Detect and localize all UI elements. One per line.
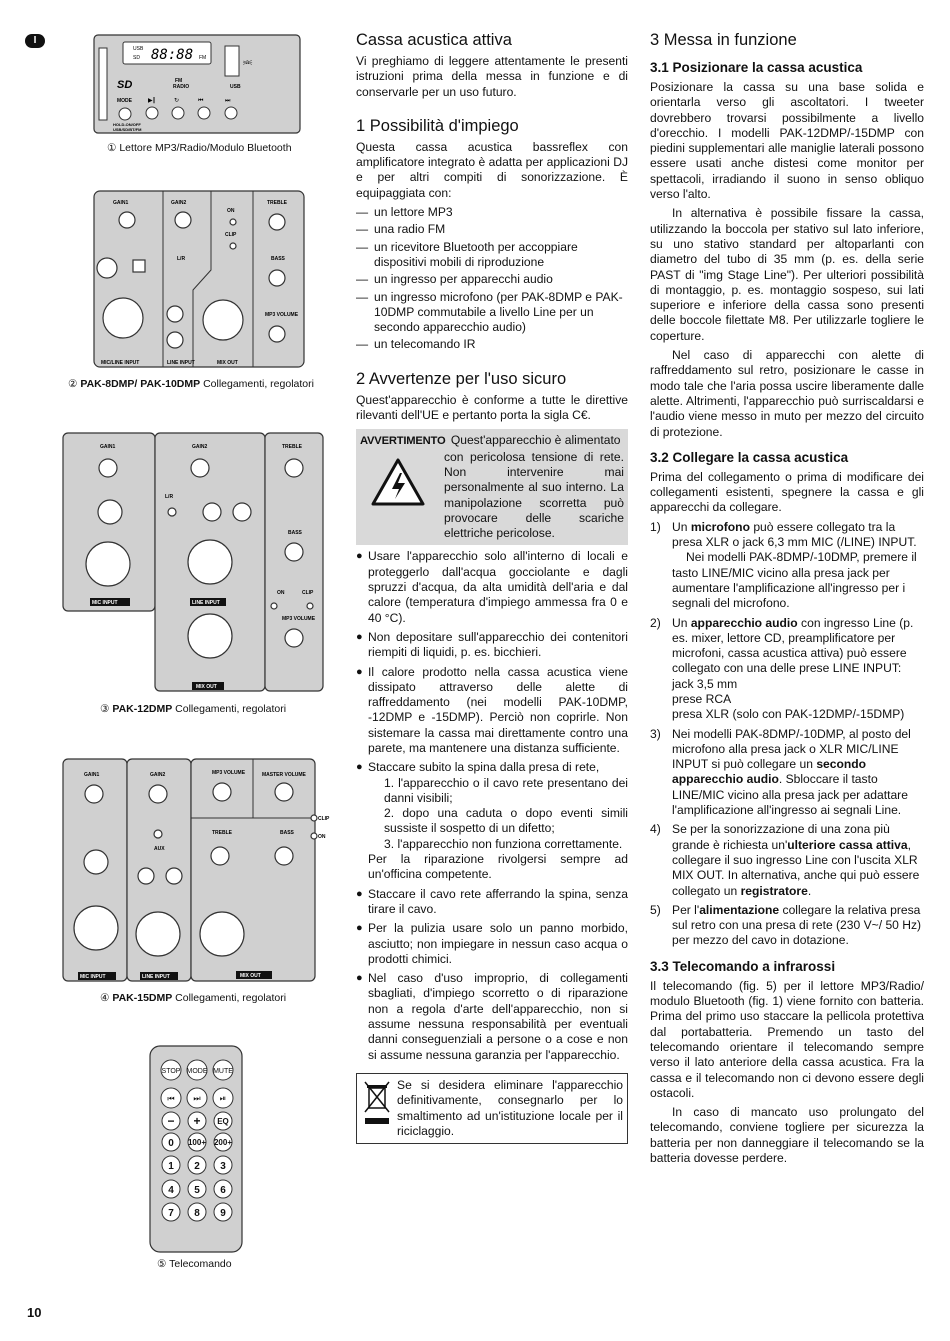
recycling-box <box>356 1073 628 1144</box>
list-item: — un lettore MP3 <box>356 205 628 220</box>
svg-text:0: 0 <box>168 1138 174 1149</box>
svg-text:GAIN2: GAIN2 <box>192 444 208 450</box>
section-3-2-title: 3.2 Collegare la cassa acustica <box>650 449 849 465</box>
svg-text:200+: 200+ <box>213 1138 233 1147</box>
figure-1-caption: ① Lettore MP3/Radio/Modulo Bluetooth <box>107 142 292 154</box>
svg-text:9: 9 <box>220 1208 226 1219</box>
list-item: — un ingresso microfono (per PAK-8DMP e PAK-10DMP commutabile a livello Line per un secondo apparecchio audio) <box>356 290 628 336</box>
svg-text:AUX: AUX <box>154 846 165 852</box>
paragraph: Posizionare la cassa su una base solida e orientarla verso gli ascoltatori. I tweeter dovrebbero trovarsi possibilmente a livello d'orecchio. I modelli PAK-12DMP/-15DMP con piedini supplementari alle maniglie laterali possono essere usati anche distesi come monitor per spettacoli, irradiando il suono in senso obliquo verso l'alto. <box>650 80 924 202</box>
fm-indicator: FM <box>199 55 207 61</box>
safety-list <box>356 549 628 1063</box>
doc-title: Cassa acustica attiva <box>356 31 512 49</box>
svg-text:+: + <box>193 1114 201 1128</box>
svg-text:ON: ON <box>277 590 285 596</box>
svg-text:L/R: L/R <box>177 256 186 262</box>
right-column <box>650 30 924 1170</box>
svg-text:MP3 VOLUME: MP3 VOLUME <box>212 770 246 776</box>
svg-text:⏭: ⏭ <box>225 97 231 104</box>
svg-text:CLIP: CLIP <box>302 590 314 596</box>
svg-text:5: 5 <box>194 1185 200 1196</box>
svg-text:3: 3 <box>220 1161 226 1172</box>
section-3-1-title: 3.1 Posizionare la cassa acustica <box>650 60 863 75</box>
display-digits: 88:88 <box>151 47 194 63</box>
connection-steps <box>650 520 924 949</box>
usb-indicator: USB <box>133 46 144 52</box>
svg-text:MUTE: MUTE <box>213 1068 233 1075</box>
svg-text:GAIN2: GAIN2 <box>171 200 187 206</box>
figure-2-caption: ② PAK-8DMP/ PAK-10DMP Collegamenti, regolatori <box>68 378 314 390</box>
svg-text:ON: ON <box>227 208 235 214</box>
list-item: ● Non depositare sull'apparecchio dei contenitori riempiti di liquidi, p. es. bicchieri. <box>356 630 628 661</box>
svg-text:MP3 VOLUME: MP3 VOLUME <box>282 616 316 622</box>
svg-text:CLIP: CLIP <box>225 232 237 238</box>
svg-text:MIC INPUT: MIC INPUT <box>80 974 106 980</box>
paragraph: Prima del collegamento o prima di modificare dei collegamenti esistenti, spegnere la cassa e gli apparecchi da collegare. <box>650 469 924 515</box>
high-voltage-icon <box>370 457 426 507</box>
figures-column <box>0 0 345 1341</box>
svg-text:BASS: BASS <box>288 530 302 536</box>
svg-text:2: 2 <box>194 1161 200 1172</box>
svg-text:7: 7 <box>168 1208 174 1219</box>
paragraph: In caso di mancato uso prolungato del telecomando, conviene togliere per sicurezza la batteria per non danneggiare il telecomando se la batteria dovesse perdere. <box>650 1105 924 1165</box>
list-item: — un ricevitore Bluetooth per accoppiare dispositivi mobili di riproduzione <box>356 240 628 271</box>
svg-text:⏮: ⏮ <box>167 1094 175 1103</box>
list-item: 1. l'apparecchio o il cavo rete presentano dei danni visibili; <box>384 775 628 805</box>
list-item: ● Nel caso d'uso improprio, di collegamenti sbagliati, d'impiego scorretto o di riparazione non a regola d'arte dell'apparecchio, non si assume nessuna responsabilità per eventuali danni conseguenziali a persone o a cose e non si assume nessuna garanzia per l'apparecchio. <box>356 971 628 1063</box>
svg-text:EQ: EQ <box>217 1117 229 1126</box>
language-badge: I <box>25 34 45 48</box>
fm-label: FM <box>175 78 183 84</box>
figure-remote-control <box>148 1044 244 1254</box>
middle-column <box>356 30 628 1144</box>
svg-text:MP3 VOLUME: MP3 VOLUME <box>265 312 299 318</box>
svg-text:4: 4 <box>168 1185 174 1196</box>
svg-text:LINE INPUT: LINE INPUT <box>142 974 170 980</box>
mode-label: MODE <box>117 98 132 104</box>
list-item: — un ingresso per apparecchi audio <box>356 272 628 287</box>
list-item: — una radio FM <box>356 222 628 237</box>
section-3-3-title: 3.3 Telecomando a infrarossi <box>650 958 836 974</box>
list-item: 2) Un apparecchio audio con ingresso Line (p. es. mixer, lettore CD, preamplificatore per microfoni, cassa acustica attiva) può essere collegato con una delle prese LINE INPUT: jack 3,5 mm prese RCA presa XLR (solo con PAK-12DMP/-15DMP) <box>650 615 914 722</box>
list-item: 3) Nei modelli PAK-8DMP/-10DMP, al posto del microfono alla presa jack o XLR MIC/LINE INPUT si può collegare un secondo apparecchio audio. Sbloccare il tasto LINE/MIC vicino alla presa jack per adattare l'amplificazione all'ingresso ai segnali Line. <box>650 726 911 818</box>
list-item: ● Usare l'apparecchio solo all'interno di locali e proteggerlo dall'acqua gocciolante e dagli spruzzi d'acqua, da alta umidità dell'aria e dal calore (temperatura d'impiego ammessa fra 0 e 40 °C). <box>356 549 628 625</box>
svg-text:GAIN1: GAIN1 <box>113 200 129 206</box>
svg-text:⏭: ⏭ <box>193 1094 201 1103</box>
svg-text:TREBLE: TREBLE <box>267 200 287 206</box>
list-item: 4) Se per la sonorizzazione di una zona più grande è richiesta un'ulteriore cassa attiva, collegare il suo ingresso Line con l'uscita XLR MIX OUT. In alternativa, anche qui può essere collegato un registratore. <box>650 822 920 898</box>
svg-text:⏮: ⏮ <box>198 97 204 104</box>
svg-text:MIX OUT: MIX OUT <box>217 360 238 366</box>
svg-text:STOP: STOP <box>161 1068 181 1075</box>
svg-text:MIC INPUT: MIC INPUT <box>92 600 118 606</box>
svg-text:RADIO: RADIO <box>173 84 190 90</box>
page-number: 10 <box>27 1305 42 1320</box>
svg-text:L/R: L/R <box>165 494 174 500</box>
list-item: — un telecomando IR <box>356 337 628 352</box>
figure-4-caption: ④ PAK-15DMP Collegamenti, regolatori <box>100 992 287 1004</box>
svg-text:⏯: ⏯ <box>219 1094 227 1103</box>
wheelie-bin-icon <box>363 1080 391 1130</box>
svg-text:↻: ↻ <box>174 97 180 104</box>
svg-text:BASS: BASS <box>271 256 285 262</box>
svg-text:CLIP: CLIP <box>318 816 330 822</box>
list-item: ● Staccare il cavo rete afferrando la spina, senza tirare il cavo. <box>356 887 628 918</box>
list-item: 2. dopo una caduta o dopo eventi simili sussiste il sospetto di un difetto; <box>384 806 628 836</box>
svg-text:MIX OUT: MIX OUT <box>196 684 217 690</box>
svg-text:1: 1 <box>168 1161 174 1172</box>
usb-port-label: USB <box>230 84 241 90</box>
warning-first-line: Quest'apparecchio è alimentato <box>450 433 621 448</box>
list-item: 5) Per l'alimentazione collegare la relativa presa sul retro con una presa di rete (230 V~/ 50 Hz) per mezzo del cavo in dotazione. <box>650 902 922 948</box>
svg-text:TREBLE: TREBLE <box>282 444 302 450</box>
list-item: ● Staccare subito la spina dalla presa di rete, 1. l'apparecchio o il cavo rete presentano dei danni visibili; 2. dopo una caduta o dopo eventi simili sussiste il sospetto di un difetto; 3. l'apparecchio non funziona correttamente. Per la riparazione rivolgersi sempre ad un'officina competente. <box>356 760 628 882</box>
paragraph: Nel caso di apparecchi con alette di raffreddamento sul retro, posizionare le casse in modo tale che l'aria possa uscire liberamente dalle alette. Altrimenti, l'apparecchio può surriscaldarsi e l'audio viene messo in muto per mezzo del circuito di protezione. <box>650 348 924 439</box>
list-item: 1) Un microfono può essere collegato tra la presa XLR o jack 6,3 mm MIC (/LINE) INPUT. Nei modelli PAK-8DMP/-10DMP, premere il tasto LINE/MIC vicino alla presa jack per aumentare l'amplificazione all'ingresso per i segnali del microfono. <box>650 519 917 611</box>
svg-text:TREBLE: TREBLE <box>212 830 232 836</box>
svg-text:MODE: MODE <box>186 1068 208 1075</box>
svg-text:100+: 100+ <box>187 1138 207 1147</box>
section-2-title: 2 Avvertenze per l'uso sicuro <box>356 369 567 388</box>
intro-text: Vi preghiamo di leggere attentamente le presenti istruzioni prima della messa in funzione e di conservarle per un uso futuro. <box>356 54 628 99</box>
sd-indicator: SD <box>133 55 140 61</box>
svg-text:BASS: BASS <box>280 830 294 836</box>
list-item: ● Il calore prodotto nella cassa acustica viene dissipato attraverso delle alette di raffreddamento (nei modelli PAK-10DMP, -12DMP e -15DMP). Perciò non coprirle. Non sistemare la cassa mai direttamente contro una parete, ma mantenere una distanza sufficiente. <box>356 665 628 757</box>
figure-mp3-module <box>93 34 301 134</box>
svg-text:USB/SD/BT/FM: USB/SD/BT/FM <box>113 127 142 132</box>
figure-3-caption: ③ PAK-12DMP Collegamenti, regolatori <box>100 703 287 715</box>
paragraph: In alternativa è possibile fissare la cassa, utilizzando la boccola per stativo sul lato inferiore, su uno stativo standard per altoparlanti con diametro del tubo di 35 mm (p. es. della serie PAST di "img Stage Line"). Per ulteriori possibilità di montaggio, p. es. montaggio sospeso, sui lati superiore e inferiore della cassa sono presenti delle boccole filettate M8. Per utilizzarle togliere le coperture. <box>650 206 924 343</box>
warning-box <box>356 429 628 545</box>
svg-text:6: 6 <box>220 1185 226 1196</box>
usb-icon: ⎃ <box>243 58 253 71</box>
svg-text:▶‖: ▶‖ <box>148 97 156 104</box>
svg-text:8: 8 <box>194 1208 200 1219</box>
svg-text:LINE INPUT: LINE INPUT <box>192 600 220 606</box>
svg-text:GAIN2: GAIN2 <box>150 772 166 778</box>
section-1-text: Questa cassa acustica bassreflex con amplificatore integrato è adatta per applicazioni DJ e per altri compiti di sonorizzazione. È equipaggiata con: <box>356 139 628 200</box>
figure-pak-8-10-panel <box>93 190 305 368</box>
list-item: ● Per la pulizia usare solo un panno morbido, asciutto; non impiegare in nessun caso acqua o prodotti chimici. <box>356 921 628 967</box>
svg-text:ON: ON <box>318 834 326 840</box>
features-list <box>356 205 628 353</box>
section-3-title: 3 Messa in funzione <box>650 31 797 49</box>
svg-text:LINE INPUT: LINE INPUT <box>167 360 195 366</box>
figure-5-caption: ⑤ Telecomando <box>157 1258 232 1270</box>
sd-logo-icon: SD <box>117 79 133 91</box>
figure-pak-15-panel <box>62 758 338 984</box>
svg-text:MIC/LINE INPUT: MIC/LINE INPUT <box>101 360 140 366</box>
warning-text: con pericolosa tensione di rete. Non intervenire mai personalmente al suo interno. La manipolazione scorretta può provocare delle scariche elettriche pericolose. <box>444 449 624 541</box>
svg-text:MASTER VOLUME: MASTER VOLUME <box>262 772 306 778</box>
list-item: 3. l'apparecchio non funziona correttamente. <box>384 836 623 851</box>
warning-label: AVVERTIMENTO <box>360 435 446 448</box>
section-1-title: 1 Possibilità d'impiego <box>356 116 519 135</box>
figure-pak-12-panel <box>62 432 324 694</box>
svg-text:HOLD-ON/OFF: HOLD-ON/OFF <box>113 122 141 127</box>
section-2-text: Quest'apparecchio è conforme a tutte le direttive rilevanti dell'UE e pertanto porta la sigla C€. <box>356 392 628 423</box>
svg-text:GAIN1: GAIN1 <box>84 772 100 778</box>
recycling-text: Se si desidera eliminare l'apparecchio definitivamente, consegnarlo per lo smaltimento ad un'istituzione locale per il riciclaggio. <box>397 1077 623 1138</box>
svg-text:−: − <box>167 1114 175 1128</box>
svg-text:GAIN1: GAIN1 <box>100 444 116 450</box>
paragraph: Il telecomando (fig. 5) per il lettore MP3/Radio/ modulo Bluetooth (fig. 1) viene fornito con batteria. Prima del primo uso staccare la pellicola protettiva dal portabatteria. Premendo un tasto del telecomando orientare il telecomando sempre verso il lato anteriore della cassa acustica. Fra la cassa e il telecomando non ci devono essere degli ostacoli. <box>650 978 924 1100</box>
svg-text:MIX OUT: MIX OUT <box>240 973 261 979</box>
